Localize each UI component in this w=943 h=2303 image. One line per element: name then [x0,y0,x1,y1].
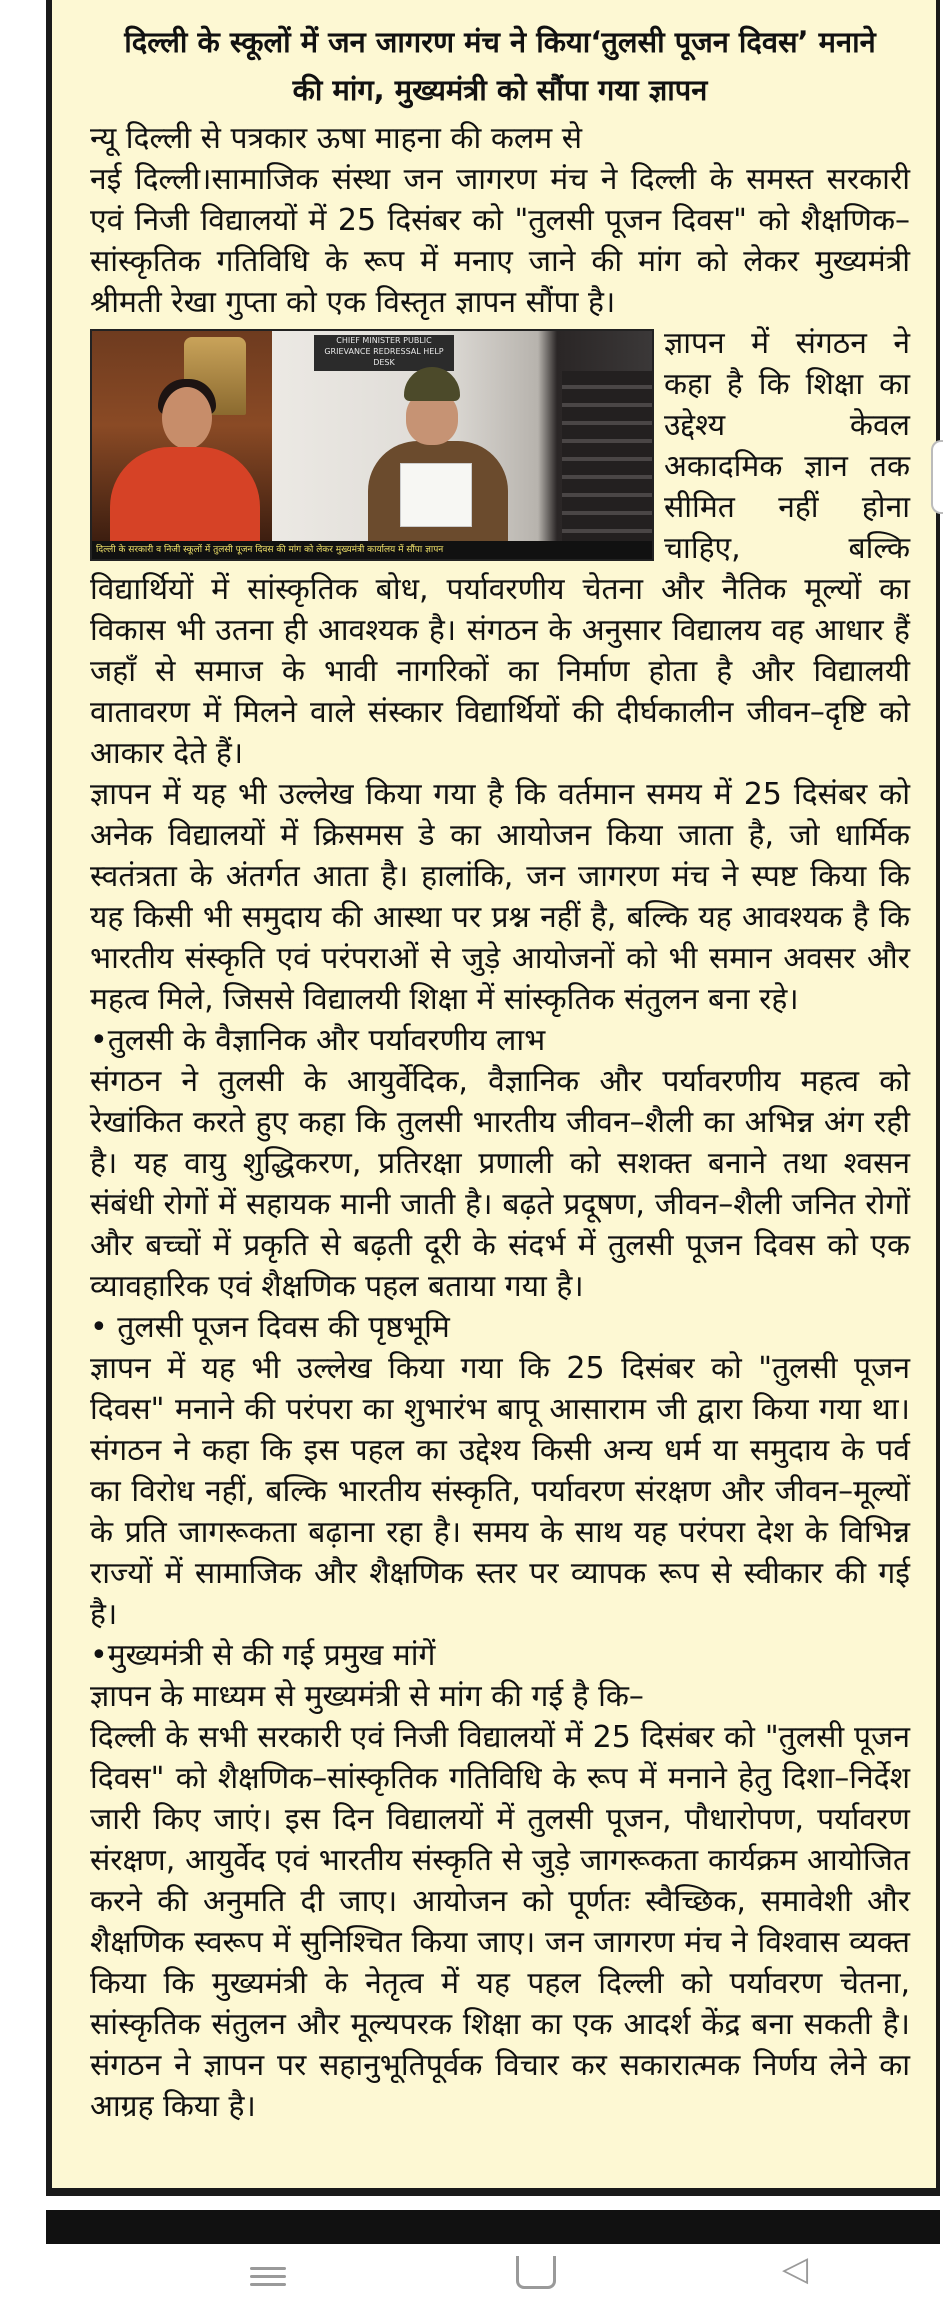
photo-caption: दिल्ली के सरकारी व निजी स्कूलों में तुलसी पूजन दिवस की मांग को लेकर मुख्यमंत्री कार्यालय में सौंपा ज्ञापन [92,541,652,559]
article-paragraph-4: संगठन ने तुलसी के आयुर्वेदिक, वैज्ञानिक और पर्यावरणीय महत्व को रेखांकित करते हुए कहा कि तुलसी भारतीय जीवन–शैली का अभिन्न अंग रही है। यह वायु शुद्धिकरण, प्रतिरक्षा प्रणाली को सशक्त बनाने तथा श्वसन संबंधी रोगों में सहायक मानी जाती है। बढ़ते प्रदूषण, जीवन–शैली जनित रोगों और बच्चों में प्रकृति से बढ़ती दूरी के संदर्भ में तुलसी पूजन दिवस को एक व्यावहारिक एवं शैक्षणिक पहल बताया गया है। [90,1064,910,1304]
scroll-handle[interactable] [931,440,943,514]
news-photo[interactable] [90,329,654,561]
person-head [162,387,212,449]
article-card [46,0,940,2196]
article-byline: न्यू दिल्ली से पत्रकार ऊषा माहना की कलम से [90,121,582,156]
home-icon[interactable] [516,2256,556,2289]
man-cap [404,367,460,401]
article-paragraph-5: ज्ञापन में यह भी उल्लेख किया गया कि 25 दिसंबर को "तुलसी पूजन दिवस" मनाने की परंपरा का शुभारंभ बापू आसाराम जी द्वारा किया गया था। संगठन ने कहा कि इस पहल का उद्देश्य किसी अन्य धर्म या समुदाय के पर्व का विरोध नहीं, बल्कि भारतीय संस्कृति, पर्यावरण संरक्षण और जीवन–मूल्यों के प्रति जागरूकता बढ़ाना रहा है। समय के साथ यह परंपरा देश के विभिन्न राज्यों में सामाजिक और शैक्षणिक स्तर पर व्यापक रूप से स्वीकार की गई है। [90,1351,910,1632]
article-headline: दिल्ली के स्कूलों में जन जागरण मंच ने किया‘तुलसी पूजन दिवस’ मनाने की मांग, मुख्यमंत्री को सौंपा गया ज्ञापन [124,25,876,107]
back-icon[interactable]: ◁ [782,2249,809,2289]
subheading-tulsi-benefits: •तुलसी के वैज्ञानिक और पर्यावरणीय लाभ [90,1023,546,1058]
helpdesk-sign: CHIEF MINISTER PUBLIC GRIEVANCE REDRESSAL HELP DESK [314,335,454,371]
article-paragraph-1: नई दिल्ली।सामाजिक संस्था जन जागरण मंच ने दिल्ली के समस्त सरकारी एवं निजी विद्यालयों में 25 दिसंबर को "तुलसी पूजन दिवस" को शैक्षणिक–सांस्कृतिक गतिविधि के रूप में मनाए जाने की मांग को लेकर मुख्यमंत्री श्रीमती रेखा गुप्ता को एक विस्तृत ज्ञापन सौंपा है। [90,162,910,320]
system-navigation-bar [0,2250,943,2303]
article-paragraph-6: ज्ञापन के माध्यम से मुख्यमंत्री से मांग की गई है कि– [90,1679,644,1714]
bottom-divider-bar [46,2210,940,2244]
staircase [562,371,652,541]
memorandum-paper [400,463,472,527]
article-paragraph-7: दिल्ली के सभी सरकारी एवं निजी विद्यालयों में 25 दिसंबर को "तुलसी पूजन दिवस" को शैक्षणिक–सांस्कृतिक गतिविधि के रूप में मनाने हेतु दिशा–निर्देश जारी किए जाएं। इस दिन विद्यालयों में तुलसी पूजन, पौधारोपण, पर्यावरण संरक्षण, आयुर्वेद एवं भारतीय संस्कृति से जुड़े जागरूकता कार्यक्रम आयोजित करने की अनुमति दी जाए। आयोजन को पूर्णतः स्वैच्छिक, समावेशी और शैक्षणिक स्वरूप में सुनिश्चित किया जाए। जन जागरण मंच ने विश्वास व्यक्त किया कि मुख्यमंत्री के नेतृत्व में यह पहल दिल्ली को पर्यावरण चेतना, सांस्कृतिक संतुलन और मूल्यपरक शिक्षा का एक आदर्श केंद्र बना सकती है। संगठन ने ज्ञापन पर सहानुभूतिपूर्वक विचार कर सकारात्मक निर्णय लेने का आग्रह किया है। [90,1720,910,2124]
article-paragraph-2: ज्ञापन में संगठन ने कहा है कि शिक्षा का उद्देश्य केवल अकादमिक ज्ञान तक सीमित नहीं होना चाहिए, बल्कि विद्यार्थियों में सांस्कृतिक बोध, पर्यावरणीय चेतना और नैतिक मूल्यों का विकास भी उतना ही आवश्यक है। संगठन के अनुसार विद्यालय वह आधार हैं जहाँ से समाज के भावी नागरिकों का निर्माण होता है और विद्यालयी वातावरण में मिलने वाले संस्कार विद्यार्थियों की दीर्घकालीन जीवन–दृष्टि को आकार देते हैं। [90,326,910,771]
subheading-tulsi-background: • तुलसी पूजन दिवस की पृष्ठभूमि [90,1310,450,1345]
photo-chief-minister [92,331,272,541]
subheading-demands: •मुख्यमंत्री से की गई प्रमुख मांगें [90,1638,436,1673]
photo-memorandum-submission [272,331,652,541]
recent-apps-icon[interactable] [250,2262,286,2290]
article-paragraph-3: ज्ञापन में यह भी उल्लेख किया गया है कि वर्तमान समय में 25 दिसंबर को अनेक विद्यालयों में क्रिसमस डे का आयोजन किया जाता है, जो धार्मिक स्वतंत्रता के अंतर्गत आता है। हालांकि, जन जागरण मंच ने स्पष्ट किया कि यह किसी भी समुदाय की आस्था पर प्रश्न नहीं है, बल्कि यह आवश्यक है कि भारतीय संस्कृति एवं परंपराओं से जुड़े आयोजनों को भी समान अवसर और महत्व मिले, जिससे विद्यालयी शिक्षा में सांस्कृतिक संतुलन बना रहे। [90,777,910,1017]
